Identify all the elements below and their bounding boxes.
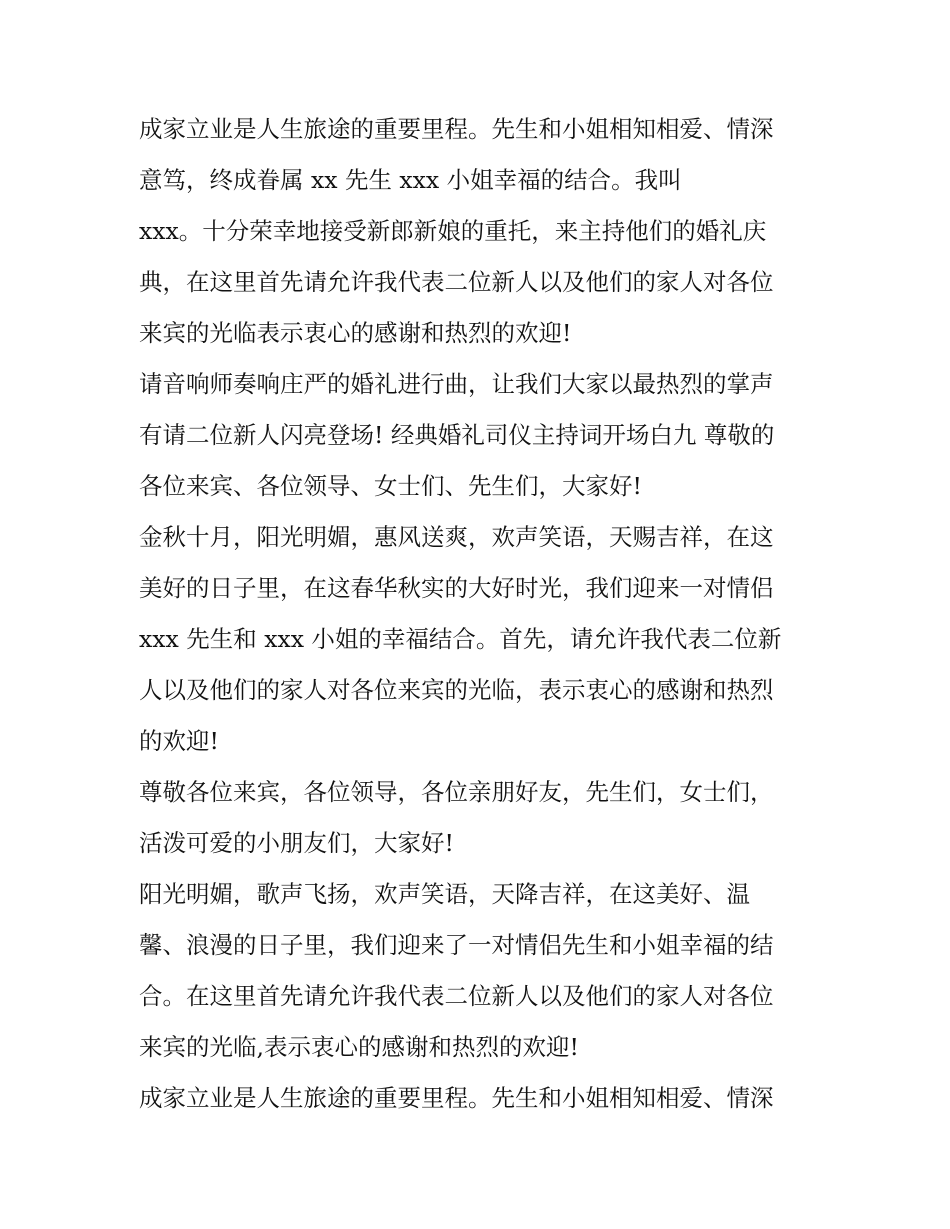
text-line: 尊敬各位来宾，各位领导，各位亲朋好友，先生们，女士们， (139, 778, 774, 806)
text-line: 馨、浪漫的日子里，我们迎来了一对情侣先生和小姐幸福的结 (139, 931, 774, 959)
text-line: xxx 先生和 xxx 小姐的幸福结合。首先，请允许我代表二位新 (139, 625, 782, 653)
text-line: 典，在这里首先请允许我代表二位新人以及他们的家人对各位 (139, 268, 774, 296)
text-line: 来宾的光临,表示衷心的感谢和热烈的欢迎! (139, 1033, 579, 1061)
text-line: 人以及他们的家人对各位来宾的光临，表示衷心的感谢和热烈 (139, 676, 774, 704)
text-line: 来宾的光临表示衷心的感谢和热烈的欢迎! (139, 319, 572, 347)
text-line: 意笃，终成眷属 xx 先生 xxx 小姐幸福的结合。我叫 (139, 166, 682, 194)
document-body (139, 104, 829, 1124)
text-line: 有请二位新人闪亮登场! 经典婚礼司仪主持词开场白九 尊敬的 (139, 421, 775, 449)
text-line: 阳光明媚，歌声飞扬，欢声笑语，天降吉祥，在这美好、温 (139, 880, 750, 908)
text-line: 成家立业是人生旅途的重要里程。先生和小姐相知相爱、情深 (139, 1084, 774, 1112)
text-line: 各位来宾、各位领导、女士们、先生们，大家好! (139, 472, 642, 500)
text-line: 合。在这里首先请允许我代表二位新人以及他们的家人对各位 (139, 982, 774, 1010)
text-line: 美好的日子里，在这春华秋实的大好时光，我们迎来一对情侣 (139, 574, 774, 602)
text-line: 的欢迎! (139, 727, 219, 755)
text-line: 成家立业是人生旅途的重要里程。先生和小姐相知相爱、情深 (139, 115, 774, 143)
text-line: 请音响师奏响庄严的婚礼进行曲，让我们大家以最热烈的掌声 (139, 370, 774, 398)
text-line: 金秋十月，阳光明媚，惠风送爽，欢声笑语，天赐吉祥，在这 (139, 523, 774, 551)
text-line: xxx。十分荣幸地接受新郎新娘的重托，来主持他们的婚礼庆 (139, 217, 767, 245)
text-line: 活泼可爱的小朋友们，大家好! (139, 829, 454, 857)
